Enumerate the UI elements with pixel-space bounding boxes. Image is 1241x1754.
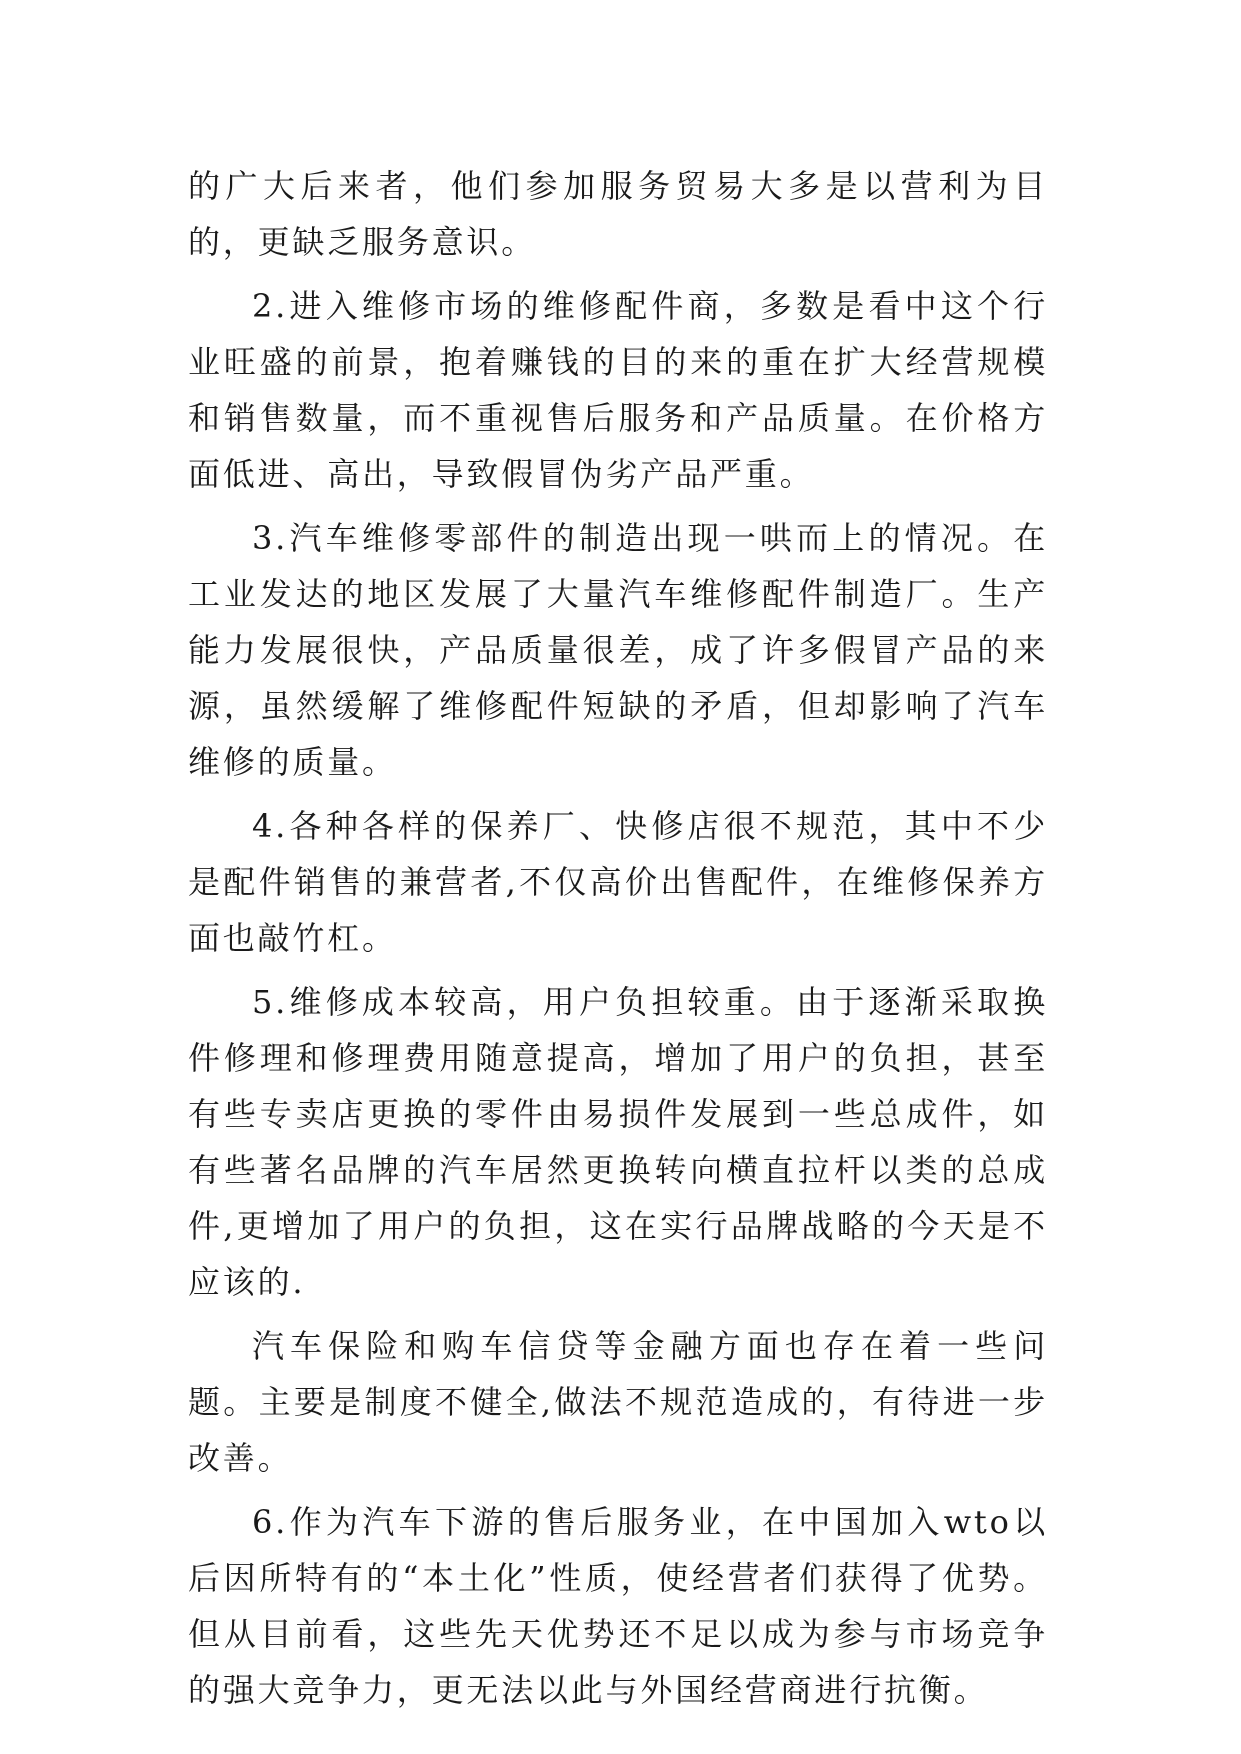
document-body (188, 158, 1048, 1726)
paragraph-item-2: 2.进入维修市场的维修配件商，多数是看中这个行业旺盛的前景，抱着赚钱的目的来的重在扩大经营规模和销售数量，而不重视售后服务和产品质量。在价格方面低进、高出，导致假冒伪劣产品严重。 (188, 287, 1048, 493)
paragraph-item-6: 6.作为汽车下游的售后服务业，在中国加入wto以后因所特有的“本土化”性质，使经营者们获得了优势。但从目前看，这些先天优势还不足以成为参与市场竞争的强大竞争力，更无法以此与外国经营商进行抗衡。 (188, 1503, 1048, 1709)
paragraph-item-5: 5.维修成本较高，用户负担较重。由于逐渐采取换件修理和修理费用随意提高，增加了用户的负担，甚至有些专卖店更换的零件由易损件发展到一些总成件，如有些著名品牌的汽车居然更换转向横直拉杆以类的总成件,更增加了用户的负担，这在实行品牌战略的今天是不应该的. (188, 983, 1048, 1301)
paragraph-item-3: 3.汽车维修零部件的制造出现一哄而上的情况。在工业发达的地区发展了大量汽车维修配件制造厂。生产能力发展很快，产品质量很差，成了许多假冒产品的来源，虽然缓解了维修配件短缺的矛盾，但却影响了汽车维修的质量。 (188, 519, 1048, 781)
paragraph-finance: 汽车保险和购车信贷等金融方面也存在着一些问题。主要是制度不健全,做法不规范造成的，有待进一步改善。 (188, 1327, 1048, 1477)
paragraph-item-4: 4.各种各样的保养厂、快修店很不规范，其中不少是配件销售的兼营者,不仅高价出售配件，在维修保养方面也敲竹杠。 (188, 807, 1048, 957)
paragraph-continuation: 的广大后来者，他们参加服务贸易大多是以营利为目的，更缺乏服务意识。 (188, 167, 1048, 261)
